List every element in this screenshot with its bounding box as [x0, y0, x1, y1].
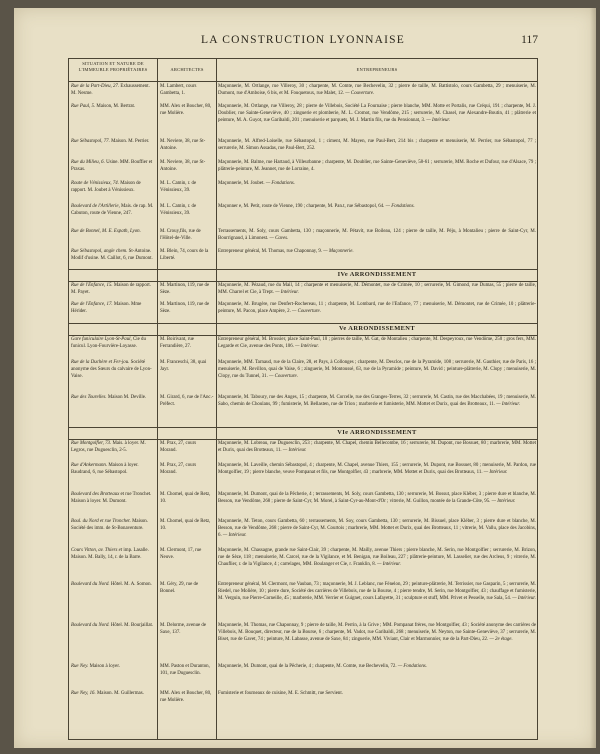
architect-cell: M. Martinon, 119, rue de Sèze.	[160, 302, 210, 314]
contractors-text: Fumisterie et fourneaux de cuisine, M. E. Schmitt, rue Servient.	[218, 691, 343, 696]
work-stage: — Fondations.	[265, 181, 295, 186]
property-cell	[71, 360, 155, 381]
architect-cell: M. Franceschi, 38, quai Jayr.	[160, 360, 207, 372]
street: Boulevard du Nord.	[71, 582, 110, 587]
work-stage: — 2e étage.	[489, 636, 513, 642]
contractors-text: Maçonnerie, M. Taboury, rue des Anges, 15 ; charpente, M. Corcelle, rue des Granges-Terres, 32 ; serrurerie, M. Castin, rue des Macchabées, 19 ; menuiserie, M. Sabo, chemin de Choulans, 99 ; fumisterie, M. Bellasten, rue de Trion ; marbrerie et fumisterie, MM. Mottet et Durix, quai des Brotteaux, 11.	[218, 395, 536, 407]
owner: Société anonyme des Sœurs du calvaire de Lyon-Vaise.	[71, 360, 152, 379]
contractors-text: Entrepreneur général, M. Clermont, rue Vauban, 73 ; maçonnerie, M. J. Leblanc, rue Fénelon, 29 ; peinture-plâtrerie, M. Terrissier, rue Gasparin, 5 ; serrurerie, M. Riedel, rue Molière, 10 ; pierre dure, Société des carrières de Villebois, rue de la Bourse, 4 ; pierre tendre, M. Serin, rue Montgolfier, 43 ; chauffage et fumisterie, M. Verguin, rue Pierre-Corneille, 45 ; marbrerie, MM. Verrier et Guignet, cours Lafayette, 31 ; sculpture et stuff, MM. Privet et Pesselle, rue Sala, 54.	[218, 582, 536, 601]
property-cell	[71, 395, 155, 402]
column-header-entrepreneurs: ENTREPRENEURS	[356, 67, 398, 72]
owner: Maison à loyer. Baudrand, 6, rue Sébastopol.	[71, 463, 139, 475]
architect-cell: M. Neviere, 38, rue St-Antoine.	[160, 160, 206, 172]
contractors-text: Maçonner e, M. Petit, route de Vienne, 190 ; charpente, M. Pan.t, rue Sébastopol, 64.	[218, 204, 385, 209]
contractors-text: Entrepreneur général, M. Brossier, place Saint-Paul, 10 ; pierres de taille, M. Gat, de Montalieu ; charpente, M. Despeyroux, rue Vendôme, 250 ; gros fers, MM. Legarde et Cie, avenue des Ponts, 106.	[218, 337, 536, 349]
contractors-cell	[218, 691, 536, 698]
work-stage: — Intérieur.	[275, 289, 299, 295]
listings-table	[68, 58, 538, 740]
property-cell	[71, 302, 155, 316]
contractors-cell	[218, 84, 536, 98]
property-cell	[71, 181, 155, 195]
contractors-cell	[218, 623, 536, 644]
architect-cell: M. L. Camin, r. de Vénissieux, 39.	[160, 204, 197, 216]
property-cell	[71, 492, 155, 506]
contractors-cell	[218, 582, 536, 603]
property-cell	[71, 548, 155, 562]
work-stage: — Fondations.	[385, 204, 415, 209]
owner: Hôtel. M. Bourjaillat.	[110, 623, 154, 628]
street: Rue Ney, 16.	[71, 691, 96, 696]
contractors-cell	[218, 664, 536, 671]
street: Boulevard du Nord.	[71, 623, 110, 628]
property-cell	[71, 249, 155, 263]
architect-cell: M. Delorme, avenue de Saxe, 137.	[160, 623, 207, 635]
contractors-cell	[218, 104, 536, 125]
architect-cell: M. Girard, 6, rue de l'Anc.-Préfect.	[160, 395, 214, 407]
contractors-text: Entrepreneur général, M. Thomas, rue Chaponnay, 9.	[218, 249, 323, 254]
street: Rue de la Duchère et Fer-jou.	[71, 360, 130, 365]
architect-cell: M. Chomel, quai de Retz, 10.	[160, 519, 211, 531]
contractors-cell	[218, 395, 536, 409]
contractors-text: Terrassements, M. Soly, cours Gambetta, 130 ; maçonnerie, M. Pétavit, rue Boileau, 124 ; pierre de taille, M. Péju, à Montalieu ; pierre de Saint-Cyr, M. Bourrignaud, à Limonest.	[218, 229, 536, 241]
work-stage: — Couverture.	[345, 90, 375, 96]
property-cell	[71, 623, 155, 630]
street: Rue des Tourelles.	[71, 395, 107, 400]
section-heading-6: VIe ARRONDISSEMENT	[337, 429, 417, 436]
architect-cell: MM. Alex et Boucher, 80, rue Molière.	[160, 691, 212, 703]
work-stage: — Intérieur.	[222, 532, 247, 538]
street: Cours Vitton, av. Thiers et	[71, 548, 123, 553]
column-divider	[157, 59, 158, 739]
section-rule	[69, 269, 537, 270]
street: Gare funiculaire Lyon-St-Paul,	[71, 337, 132, 342]
street: Boulevard des Brotteaux	[71, 492, 120, 497]
street: Rue du Milieu, 6.	[71, 160, 105, 165]
property-cell	[71, 463, 155, 477]
contractors-text: Maçonnerie, M. Joubet.	[218, 181, 265, 186]
contractors-text: Maçonnerie, M. Chassagne, grande rue Saint-Clair, 39 ; charpente, M. Mailly, avenue Thiers ; pierre blanche, M. Serin, rue Montgolfier ; serrurerie, M. Brizon, rue de Sèze, 118 ; menuiserie, M. Carcel, rue de la Vigilance, et M. Benigan, rue Boileau, 227 ; plâtrerie-peinture, M. Lasselier, rue des Arcleus, 9 ; vitrerie, M. Chauflier, r. de la Vigilance, 4 ; carrelages, MM. Boulanger et Cie, r. Franklin, 8.	[218, 548, 536, 567]
architect-cell: M. Crouy,fils, rue de l'Hôtel-de-Ville.	[160, 229, 201, 241]
work-stage: — Intérieur.	[377, 561, 401, 567]
header-rule	[69, 81, 537, 82]
running-header	[68, 34, 538, 50]
work-stage: — Intérieur.	[295, 343, 319, 349]
street: Rue de l'Enfance, 17.	[71, 302, 113, 307]
street: Boul. du Nord et rue Tronchet.	[71, 519, 131, 524]
owner: Maison. M. Guillermas.	[96, 691, 144, 696]
street: Rue Sébastopol, angle chem.	[71, 249, 128, 254]
section-heading-4: IVe ARRONDISSEMENT	[337, 271, 417, 278]
contractors-text: Maçonnerie, M. Dumont, quai de la Pêcherie, 4 ; charpente, M. Comte, rue Bechevelin, 72.	[218, 664, 397, 669]
property-cell	[71, 204, 155, 218]
owner: Maison de rapport. M. Payet.	[71, 283, 151, 295]
street: Rue Sébastopol, 77.	[71, 139, 110, 144]
contractors-text: Maçonnerie, M. Thomas, rue Chaponnay, 9 ; pierre de taille, M. Perrin, à la Grive ; MM. Pompanat frères, rue Montgolfier, 43 ; Société anonyme des carrières de Villebois, M. Bouquet, directeur, rue de la Bourse, 6 ; charpente, M. Vadot, rue Garibaldi, 268 ; menuiserie, M. Neyton, rue Sainte-Geneviève, 37 ; serrurerie, M. Biset, rue de Gavet, 74 ; peinture, M. Labasse, avenue de Saxe, 84 ; zinguerie, MM. Viviant, Clair et Marmonnier, rue de la Part-Dieu, 22.	[218, 623, 536, 642]
property-cell	[71, 691, 155, 698]
contractors-cell	[218, 160, 536, 174]
contractors-cell	[218, 337, 536, 351]
owner: Hôtel. M. A. Somon.	[110, 582, 152, 587]
owner: Maison. Mme Hérider.	[71, 302, 142, 314]
work-stage: — Fondations.	[397, 664, 427, 669]
contractors-cell	[218, 283, 536, 297]
contractors-cell	[218, 463, 536, 477]
architect-cell: M. Neviere, 38, rue St-Antoine.	[160, 139, 206, 151]
property-cell	[71, 160, 155, 174]
contractors-cell	[218, 229, 536, 243]
page-edge-shadow	[590, 8, 596, 748]
contractors-cell	[218, 302, 536, 316]
work-stage: — Couverture.	[269, 373, 298, 379]
section-rule	[69, 335, 537, 336]
contractors-cell	[218, 181, 536, 188]
property-cell	[71, 283, 155, 297]
architect-cell: M. Boirivant, rue Ferrandière, 27.	[160, 337, 194, 349]
contractors-cell	[218, 548, 536, 569]
work-stage: — Couverture.	[292, 308, 321, 314]
owner: Exhaussement. M. Nesme.	[71, 84, 150, 96]
work-stage: — Caves.	[269, 235, 289, 241]
work-stage: — Intérieur.	[491, 498, 516, 504]
architect-cell: M. Blein, 74, cours de la Liberté.	[160, 249, 209, 261]
owner: St-Antoine. Modif d'usine. M. Caillot, 6, rue Dumont.	[71, 249, 153, 261]
page-number: 117	[521, 34, 538, 46]
contractors-cell	[218, 519, 536, 540]
section-heading-5: Ve ARRONDISSEMENT	[339, 325, 415, 332]
owner: et rue Tronchet. Maison à loyer. M. Dumont.	[71, 492, 152, 504]
section-rule	[69, 281, 537, 282]
architect-cell: M. Prax, 27, cours Morand.	[160, 441, 197, 453]
owner: Maison. M. Perrier.	[111, 139, 150, 144]
property-cell	[71, 664, 155, 671]
contractors-cell	[218, 492, 536, 506]
column-divider	[216, 59, 217, 739]
work-stage: — Intérieur.	[496, 401, 520, 407]
owner: Cie du funicul. Lyon-Fourvière-Loyasse.	[71, 337, 146, 349]
property-cell	[71, 519, 155, 533]
street: Boulevard de l'Artillerie,	[71, 204, 120, 209]
architect-cell: M. Géry, 29, rue de Bonnel.	[160, 582, 199, 594]
street: Rue de l'Enfance, 15.	[71, 283, 113, 288]
architect-cell: M. Chomel, quai de Retz, 10.	[160, 492, 211, 504]
street: Rue d'Ankermann.	[71, 463, 108, 468]
contractors-text: Maçonnerie, M. Balme, rue Hartaud, à Villeurbanne ; charpente, M. Doublier, rue Sainte-Geneviève, 58-61 ; serrurerie, MM. Roche et Dufour, rue d'Alsace, 79 ; plâtrerie-peinture, M. Jeannet, rue de Lorraine, 4.	[218, 160, 536, 172]
owner: Mais. de rap. M. Cabuton, route de Vienne, 247.	[71, 204, 154, 216]
architect-cell: MM. Paston et Duranton, 101, rue Duguesclin.	[160, 664, 210, 676]
section-rule	[69, 427, 537, 428]
owner: Maison M. Deville.	[107, 395, 147, 400]
owner: Maison de rapport. M. Joubet à Vénissieux.	[71, 181, 141, 193]
property-cell	[71, 441, 155, 455]
work-stage: — Intérieur.	[426, 117, 451, 123]
column-header-architectes: ARCHITECTES	[170, 67, 204, 72]
contractors-text: Maçonnerie, M. Brugère, rue Denfert-Rochereau, 11 ; charpente, M. Lombard, rue de l'Enfance, 77 ; menuiserie, M. Démontet, rue de Crimée, 10 ; plâtrerie-peinture, M. Pacon, place Ampère, 2.	[218, 302, 536, 314]
architect-cell: M. Martinon, 119, rue de Sèze.	[160, 283, 210, 295]
architect-cell: MM. Alex et Boucher, 80, rue Molière.	[160, 104, 212, 116]
owner: imp. Lasalle. Maison. M. Bally, 14, r. de la Barre.	[71, 548, 149, 560]
contractors-text: Maçonnerie, M. Dumont, quai de la Pêcherie, 4 ; terrassements, M. Soly, cours Gambetta, 130 ; serrurerie, M. Bossut, place Kléber, 3 ; pierre dure et blanche, M. Besson, rue Vendôme, 268 ; pierre de Saint-Cyr, M. Morel, à Saint-Cyr-au-Mont-d'Or ; vitrerie, M. Guillon, montée de la Grande-Côte, 95.	[218, 492, 536, 504]
document-page	[14, 8, 596, 748]
work-stage: — Intérieur.	[512, 595, 536, 601]
property-cell	[71, 104, 155, 111]
section-rule	[69, 323, 537, 324]
street: Rue Paul, 5.	[71, 104, 96, 109]
property-cell	[71, 582, 155, 589]
contractors-text: Maçonnerie, M. Teton, cours Gambetta, 60 ; terrassements, M. Soy, cours Gambetta, 130 ; serrurerie, M. Bissuel, place Kléber, 3 ; pierre dure et blanche, M. Besson, rue de Vendôme, 268 ; pierre de Saint-Cyr, M. Courtois ; marbrerie, MM. Mottet et Durix, quai des Brotteaux, 11 ; vitrerie, M. Vallu, place des Jacobins, 6.	[218, 519, 536, 538]
street: Rue Montgolfier, 73.	[71, 441, 112, 446]
contractors-text: Maçonnerie, M. Ortlange, rue Villeroy, 28 ; pierre de Villebois, Société La Fournaise ; pierre blanche, MM. Motte et Portalis, rue Créqui, 191 ; charpente, M. J. Doublier, rue Sainte-Geneviève, 40 ; zinguerie et plomberie, M. L. Cromot, rue Vendôme, 215 ; serrurerie, M. Chasel, rue Alexandre-Boutin, 41 ; plâtrerie et peinture, M. A. Guyot, rue Garibaldi, 201 ; menuiserie et parquets, M. J. Martin fils, rue du Pensionnat, 3.	[218, 104, 536, 123]
contractors-text: Maçonnerie, M. Laveille, chemin Sébastopol, 4 ; charpente, M. Chapel, avenue Thiers, 155 ; serrurerie, M. Dupont, rue Bossuet, 80 ; menuiserie, M. Pardon, rue Montgolfier, 19 ; pierre blanche, veuve Pompanat et fils, rue Montgolfier, 43 ; marbrerie, MM. Mottet et Durix, quai des Brotteaux, 11.	[218, 463, 536, 475]
contractors-text: Maçonnerie, M. Alfred-Loiselle, rue Sébastopol, 1 ; ciment, M. Mayen, rue Paul-Bert, 214 bis ; charpente et menuiserie, M. Perrier, rue Sébastopol, 77 ; serrurerie, M. Simon Assadas, rue Paul-Bert, 252.	[218, 139, 536, 151]
contractors-text: Maçonnerie, MM. Tarnaud, rue de la Claire, 28, et Pays, à Collonges ; charpente, M. Desclos, rue de la Pyramide, 108 ; serrurerie, M. Gauthier, rue de Paris, 16 ; menuiserie, M. Revillon, quai de Vaise, 6 ; zinguerie, M. Montoussé, 63, rue de la Pyramide ; peinture, M. David ; peinture-plâtrerie, M. Clopy ; menuiserie, M. Clopy, rue du Tunnel, 31.	[218, 360, 536, 379]
journal-title: LA CONSTRUCTION LYONNAISE	[201, 34, 405, 46]
owner: Maison. Société des imm. de St-Bonaventure.	[71, 519, 148, 531]
section-rule	[69, 439, 537, 440]
owner: Mais. à loyer. M. Legros, rue Duguesclin, 2-5.	[71, 441, 146, 453]
property-cell	[71, 84, 155, 98]
street: Rue de Bonnel, M. E. Espath, Lyon.	[71, 229, 141, 234]
contractors-cell	[218, 204, 536, 211]
work-stage: — Maçonnerie.	[323, 249, 354, 254]
owner: Usine. MM. Bouffier et Praxas.	[71, 160, 153, 172]
property-cell	[71, 337, 155, 351]
architect-cell: M. Prax, 27, cours Morand.	[160, 463, 197, 475]
architect-cell: M. Lambert, cours Gambetta, 1.	[160, 84, 197, 96]
owner: Maison à loyer.	[89, 664, 120, 669]
work-stage: — Intérieur.	[282, 447, 307, 453]
street: Rue Ney.	[71, 664, 89, 669]
contractors-cell	[218, 441, 536, 455]
street: Rue de la Part-Dieu, 27.	[71, 84, 120, 89]
architect-cell: M. Clermont, 17, rue Neuve.	[160, 548, 202, 560]
property-cell	[71, 229, 155, 236]
contractors-cell	[218, 249, 536, 256]
contractors-text: Maçonnerie, M. Lobreau, rue Duguesclin, 253 ; charpente, M. Chapel, chemin Bellecombe, 16 ; serrurerie, M. Dupont, rue Bossuet, 80 ; marbrerie, MM. Mottet et Durix, quai des Brotteaux, 11.	[218, 441, 536, 453]
work-stage: — Intérieur.	[483, 469, 508, 475]
property-cell	[71, 139, 155, 146]
contractors-cell	[218, 139, 536, 153]
architect-cell: M. L. Camin, r. de Vénissieux, 39.	[160, 181, 197, 193]
contractors-text: Maçonnerie, M. Ortlange, rue Villeroy, 30 ; charpente, M. Comte, rue Bechevelin, 32 ; pierre de taille, M. Battistolo, cours Gambetta, 29 ; menuiserie, M. Dumont, rue d'Amboise, 6 bis, et M. Fouquetoux, rue Malet, 12.	[218, 84, 536, 96]
street: Route de Vénissieux, 74.	[71, 181, 119, 186]
contractors-text: Maçonnerie, M. Pézaud, rue du Mail, 14 ; charpente et menuiserie, M. Démontet, rue de Crimée, 10 ; serrurerie, M. Gimond, rue Dumas, 55 ; pierre de taille, MM. Charrel et Cie, à Trept.	[218, 283, 536, 295]
column-header-situation: SITUATION ET NATURE DE L'IMMEUBLE PROPRIÉTAIRES	[78, 61, 148, 73]
owner: Maison, M. Bertrat.	[96, 104, 136, 109]
contractors-cell	[218, 360, 536, 381]
